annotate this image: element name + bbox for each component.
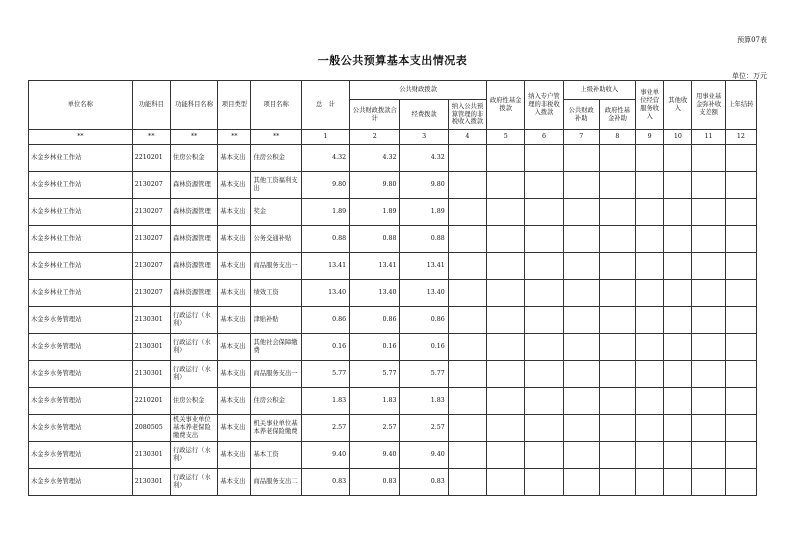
cell-total: 0.83: [301, 469, 349, 496]
cell-empty: [525, 226, 563, 253]
cell-empty: [448, 307, 486, 334]
cell-funding-approp: 0.88: [400, 226, 448, 253]
header-funding-approp: 经费拨款: [400, 100, 448, 130]
cell-item-type: 基本支出: [218, 226, 251, 253]
cell-unit-name: 木金乡水务管理站: [29, 469, 133, 496]
cell-func-name: 森林资源管理: [170, 280, 217, 307]
cell-item-name: 绩效工资: [251, 280, 301, 307]
cell-empty: [563, 469, 599, 496]
cell-funding-approp: 9.80: [400, 172, 448, 199]
cell-empty: [664, 199, 692, 226]
cell-item-name: 其他工资福利支出: [251, 172, 301, 199]
cell-public-fiscal-approp: 4.32: [350, 145, 400, 172]
cell-item-type: 基本支出: [218, 469, 251, 496]
column-number-cell: 11: [692, 130, 725, 145]
cell-empty: [599, 334, 635, 361]
cell-func-name: 森林资源管理: [170, 226, 217, 253]
cell-empty: [525, 415, 563, 442]
header-public-fiscal-approp: 公共财政拨款合计: [350, 100, 400, 130]
column-number-cell: **: [132, 130, 170, 145]
cell-empty: [664, 172, 692, 199]
cell-empty: [563, 199, 599, 226]
cell-item-name: 基本工资: [251, 442, 301, 469]
column-number-cell: **: [251, 130, 301, 145]
cell-empty: [725, 226, 756, 253]
cell-empty: [563, 388, 599, 415]
cell-total: 0.86: [301, 307, 349, 334]
cell-empty: [692, 442, 725, 469]
cell-func-name: 住房公积金: [170, 145, 217, 172]
cell-empty: [563, 307, 599, 334]
cell-func-code: 2130207: [132, 226, 170, 253]
cell-item-name: 公务交通补贴: [251, 226, 301, 253]
cell-empty: [525, 388, 563, 415]
cell-empty: [448, 253, 486, 280]
cell-func-code: 2130301: [132, 442, 170, 469]
cell-empty: [448, 226, 486, 253]
cell-item-name: 住房公积金: [251, 388, 301, 415]
unit-label: 单位：万元: [732, 72, 767, 80]
cell-empty: [725, 280, 756, 307]
cell-empty: [563, 334, 599, 361]
table-row: [29, 172, 757, 199]
cell-total: 1.83: [301, 388, 349, 415]
cell-total: 4.32: [301, 145, 349, 172]
cell-public-fiscal-approp: 5.77: [350, 361, 400, 388]
cell-funding-approp: 4.32: [400, 145, 448, 172]
cell-empty: [487, 469, 525, 496]
cell-empty: [636, 415, 664, 442]
cell-empty: [487, 172, 525, 199]
cell-empty: [563, 253, 599, 280]
cell-empty: [525, 199, 563, 226]
cell-unit-name: 木金乡林业工作站: [29, 253, 133, 280]
cell-func-code: 2130301: [132, 334, 170, 361]
cell-funding-approp: 1.89: [400, 199, 448, 226]
cell-empty: [664, 469, 692, 496]
header-sup-gov-fund: 政府性基金补助: [599, 100, 635, 130]
cell-empty: [599, 388, 635, 415]
cell-empty: [692, 388, 725, 415]
cell-total: 13.41: [301, 253, 349, 280]
cell-empty: [692, 307, 725, 334]
cell-func-code: 2210201: [132, 388, 170, 415]
cell-empty: [599, 469, 635, 496]
cell-func-name: 行政运行（水利）: [170, 334, 217, 361]
cell-empty: [563, 145, 599, 172]
cell-empty: [599, 307, 635, 334]
cell-empty: [725, 199, 756, 226]
cell-empty: [725, 253, 756, 280]
cell-unit-name: 木金乡水务管理站: [29, 415, 133, 442]
cell-item-type: 基本支出: [218, 415, 251, 442]
cell-empty: [487, 442, 525, 469]
cell-empty: [487, 226, 525, 253]
cell-public-fiscal-approp: 0.86: [350, 307, 400, 334]
cell-empty: [725, 361, 756, 388]
cell-empty: [664, 442, 692, 469]
cell-empty: [725, 469, 756, 496]
cell-item-type: 基本支出: [218, 361, 251, 388]
column-number-cell: 10: [664, 130, 692, 145]
header-gov-fund: 政府性基金拨款: [487, 81, 525, 130]
table-row: [29, 415, 757, 442]
cell-empty: [525, 469, 563, 496]
header-sup-public-fiscal: 公共财政补助: [563, 100, 599, 130]
cell-unit-name: 木金乡林业工作站: [29, 280, 133, 307]
cell-empty: [725, 415, 756, 442]
cell-func-name: 森林资源管理: [170, 172, 217, 199]
cell-empty: [692, 172, 725, 199]
column-number-cell: 2: [350, 130, 400, 145]
header-func-name: 功能科目名称: [170, 81, 217, 130]
column-number-cell: 3: [400, 130, 448, 145]
cell-empty: [636, 307, 664, 334]
column-number-cell: 1: [301, 130, 349, 145]
cell-empty: [599, 226, 635, 253]
cell-empty: [487, 307, 525, 334]
cell-total: 1.89: [301, 199, 349, 226]
cell-total: 0.88: [301, 226, 349, 253]
cell-empty: [692, 469, 725, 496]
cell-empty: [636, 253, 664, 280]
cell-public-fiscal-approp: 1.83: [350, 388, 400, 415]
header-carryover: 上年结转: [725, 81, 756, 130]
cell-empty: [487, 388, 525, 415]
cell-total: 2.57: [301, 415, 349, 442]
cell-unit-name: 木金乡水务管理站: [29, 307, 133, 334]
cell-empty: [636, 172, 664, 199]
cell-empty: [636, 226, 664, 253]
cell-public-fiscal-approp: 1.89: [350, 199, 400, 226]
cell-total: 5.77: [301, 361, 349, 388]
cell-empty: [525, 307, 563, 334]
cell-empty: [599, 361, 635, 388]
cell-empty: [599, 199, 635, 226]
cell-func-code: 2130301: [132, 361, 170, 388]
cell-empty: [664, 415, 692, 442]
cell-total: 9.80: [301, 172, 349, 199]
cell-empty: [487, 361, 525, 388]
cell-empty: [448, 172, 486, 199]
table-row: [29, 253, 757, 280]
cell-item-name: 奖金: [251, 199, 301, 226]
header-special-nontax: 纳入专户管理的非税收入拨款: [525, 81, 563, 130]
cell-empty: [448, 145, 486, 172]
cell-item-type: 基本支出: [218, 388, 251, 415]
column-number-cell: 12: [725, 130, 756, 145]
cell-empty: [725, 442, 756, 469]
cell-item-type: 基本支出: [218, 307, 251, 334]
cell-func-code: 2130301: [132, 469, 170, 496]
cell-empty: [725, 388, 756, 415]
cell-empty: [525, 253, 563, 280]
cell-item-name: 住房公积金: [251, 145, 301, 172]
table-row: [29, 226, 757, 253]
cell-empty: [664, 253, 692, 280]
cell-empty: [599, 253, 635, 280]
cell-total: 13.40: [301, 280, 349, 307]
cell-empty: [636, 388, 664, 415]
cell-funding-approp: 9.40: [400, 442, 448, 469]
cell-public-fiscal-approp: 0.16: [350, 334, 400, 361]
cell-empty: [448, 469, 486, 496]
cell-item-name: 商品服务支出一: [251, 253, 301, 280]
cell-empty: [563, 442, 599, 469]
table-row: [29, 307, 757, 334]
cell-public-fiscal-approp: 9.40: [350, 442, 400, 469]
cell-unit-name: 木金乡林业工作站: [29, 226, 133, 253]
cell-funding-approp: 13.40: [400, 280, 448, 307]
cell-item-type: 基本支出: [218, 145, 251, 172]
header-business-income: 事业单位经营服务收入: [636, 81, 664, 130]
column-number-cell: 5: [487, 130, 525, 145]
cell-funding-approp: 2.57: [400, 415, 448, 442]
cell-item-name: 商品服务支出一: [251, 361, 301, 388]
cell-public-fiscal-approp: 0.83: [350, 469, 400, 496]
cell-func-code: 2130207: [132, 253, 170, 280]
cell-empty: [636, 199, 664, 226]
cell-empty: [448, 361, 486, 388]
cell-public-fiscal-approp: 13.41: [350, 253, 400, 280]
cell-empty: [692, 361, 725, 388]
cell-item-name: 其他社会保障缴费: [251, 334, 301, 361]
cell-func-name: 森林资源管理: [170, 253, 217, 280]
cell-func-name: 行政运行（水利）: [170, 442, 217, 469]
cell-funding-approp: 0.16: [400, 334, 448, 361]
cell-empty: [636, 145, 664, 172]
cell-item-type: 基本支出: [218, 442, 251, 469]
cell-empty: [563, 361, 599, 388]
header-item-type: 项目类型: [218, 81, 251, 130]
cell-empty: [563, 280, 599, 307]
cell-func-name: 住房公积金: [170, 388, 217, 415]
cell-funding-approp: 0.86: [400, 307, 448, 334]
cell-empty: [599, 172, 635, 199]
cell-item-type: 基本支出: [218, 280, 251, 307]
cell-empty: [525, 334, 563, 361]
cell-empty: [487, 199, 525, 226]
cell-func-code: 2210201: [132, 145, 170, 172]
cell-empty: [636, 469, 664, 496]
cell-item-name: 机关事业单位基本养老保险缴费: [251, 415, 301, 442]
cell-item-name: 津贴补贴: [251, 307, 301, 334]
header-total: 总 计: [301, 81, 349, 130]
cell-unit-name: 木金乡水务管理站: [29, 388, 133, 415]
column-number-cell: 4: [448, 130, 486, 145]
cell-empty: [525, 442, 563, 469]
cell-unit-name: 木金乡水务管理站: [29, 334, 133, 361]
cell-empty: [525, 280, 563, 307]
cell-empty: [487, 253, 525, 280]
cell-total: 0.16: [301, 334, 349, 361]
cell-funding-approp: 13.41: [400, 253, 448, 280]
cell-item-type: 基本支出: [218, 253, 251, 280]
cell-empty: [487, 415, 525, 442]
cell-empty: [636, 361, 664, 388]
cell-unit-name: 木金乡林业工作站: [29, 145, 133, 172]
table-row: [29, 388, 757, 415]
cell-empty: [448, 442, 486, 469]
cell-funding-approp: 1.83: [400, 388, 448, 415]
column-number-cell: 6: [525, 130, 563, 145]
cell-empty: [692, 334, 725, 361]
cell-empty: [599, 280, 635, 307]
cell-func-name: 行政运行（水利）: [170, 361, 217, 388]
cell-public-fiscal-approp: 13.40: [350, 280, 400, 307]
cell-func-code: 2130207: [132, 172, 170, 199]
cell-empty: [664, 226, 692, 253]
cell-empty: [725, 145, 756, 172]
cell-empty: [664, 388, 692, 415]
cell-empty: [664, 145, 692, 172]
table-row: [29, 280, 757, 307]
cell-item-type: 基本支出: [218, 334, 251, 361]
cell-func-name: 行政运行（水利）: [170, 469, 217, 496]
table-row: [29, 469, 757, 496]
header-superior-group: 上级补助收入: [563, 81, 635, 100]
cell-item-type: 基本支出: [218, 199, 251, 226]
cell-empty: [563, 172, 599, 199]
cell-empty: [525, 361, 563, 388]
cell-empty: [448, 334, 486, 361]
cell-empty: [636, 280, 664, 307]
table-row: [29, 199, 757, 226]
table-row: [29, 334, 757, 361]
cell-public-fiscal-approp: 9.80: [350, 172, 400, 199]
cell-empty: [692, 253, 725, 280]
cell-public-fiscal-approp: 0.88: [350, 226, 400, 253]
cell-empty: [599, 145, 635, 172]
cell-item-name: 商品服务支出二: [251, 469, 301, 496]
cell-empty: [692, 226, 725, 253]
cell-empty: [636, 442, 664, 469]
cell-empty: [448, 415, 486, 442]
cell-empty: [525, 145, 563, 172]
column-number-cell: 7: [563, 130, 599, 145]
cell-func-name: 机关事业单位基本养老保险缴费支出: [170, 415, 217, 442]
column-number-cell: **: [170, 130, 217, 145]
cell-func-code: 2130207: [132, 280, 170, 307]
cell-empty: [448, 388, 486, 415]
form-number: 预算07表: [737, 36, 767, 44]
cell-public-fiscal-approp: 2.57: [350, 415, 400, 442]
cell-item-type: 基本支出: [218, 172, 251, 199]
budget-table: [28, 80, 757, 496]
cell-funding-approp: 0.83: [400, 469, 448, 496]
cell-empty: [563, 415, 599, 442]
cell-empty: [692, 415, 725, 442]
table-row: [29, 145, 757, 172]
header-public-fiscal-group: 公共财政拨款: [350, 81, 487, 100]
cell-empty: [599, 442, 635, 469]
cell-unit-name: 木金乡水务管理站: [29, 361, 133, 388]
column-number-cell: 9: [636, 130, 664, 145]
column-number-cell: 8: [599, 130, 635, 145]
cell-func-name: 森林资源管理: [170, 199, 217, 226]
header-budget-nontax: 纳入公共预算管理的非税收入拨款: [448, 100, 486, 130]
cell-empty: [636, 334, 664, 361]
header-unit-name: 单位名称: [29, 81, 133, 130]
column-number-cell: **: [218, 130, 251, 145]
header-func-code: 功能科目: [132, 81, 170, 130]
header-fund-balance: 用事业基金弥补收支差额: [692, 81, 725, 130]
table-row: [29, 361, 757, 388]
cell-unit-name: 木金乡林业工作站: [29, 199, 133, 226]
cell-empty: [725, 172, 756, 199]
cell-empty: [725, 334, 756, 361]
cell-unit-name: 木金乡水务管理站: [29, 442, 133, 469]
header-row-1: [29, 81, 757, 100]
cell-empty: [525, 172, 563, 199]
cell-unit-name: 木金乡林业工作站: [29, 172, 133, 199]
table-row: [29, 442, 757, 469]
cell-total: 9.40: [301, 442, 349, 469]
column-number-row: [29, 130, 757, 145]
cell-empty: [725, 307, 756, 334]
cell-empty: [599, 415, 635, 442]
cell-empty: [664, 280, 692, 307]
cell-empty: [692, 280, 725, 307]
header-item-name: 项目名称: [251, 81, 301, 130]
cell-empty: [448, 199, 486, 226]
cell-func-code: 2130207: [132, 199, 170, 226]
cell-empty: [692, 145, 725, 172]
cell-empty: [664, 334, 692, 361]
cell-empty: [563, 226, 599, 253]
cell-empty: [692, 199, 725, 226]
cell-empty: [448, 280, 486, 307]
page-title: 一般公共预算基本支出情况表: [317, 54, 468, 67]
cell-func-code: 2080505: [132, 415, 170, 442]
cell-func-code: 2130301: [132, 307, 170, 334]
cell-empty: [664, 307, 692, 334]
cell-func-name: 行政运行（水利）: [170, 307, 217, 334]
header-other-income: 其他收入: [664, 81, 692, 130]
cell-empty: [664, 361, 692, 388]
cell-funding-approp: 5.77: [400, 361, 448, 388]
cell-empty: [487, 280, 525, 307]
cell-empty: [487, 334, 525, 361]
cell-empty: [487, 145, 525, 172]
column-number-cell: **: [29, 130, 133, 145]
